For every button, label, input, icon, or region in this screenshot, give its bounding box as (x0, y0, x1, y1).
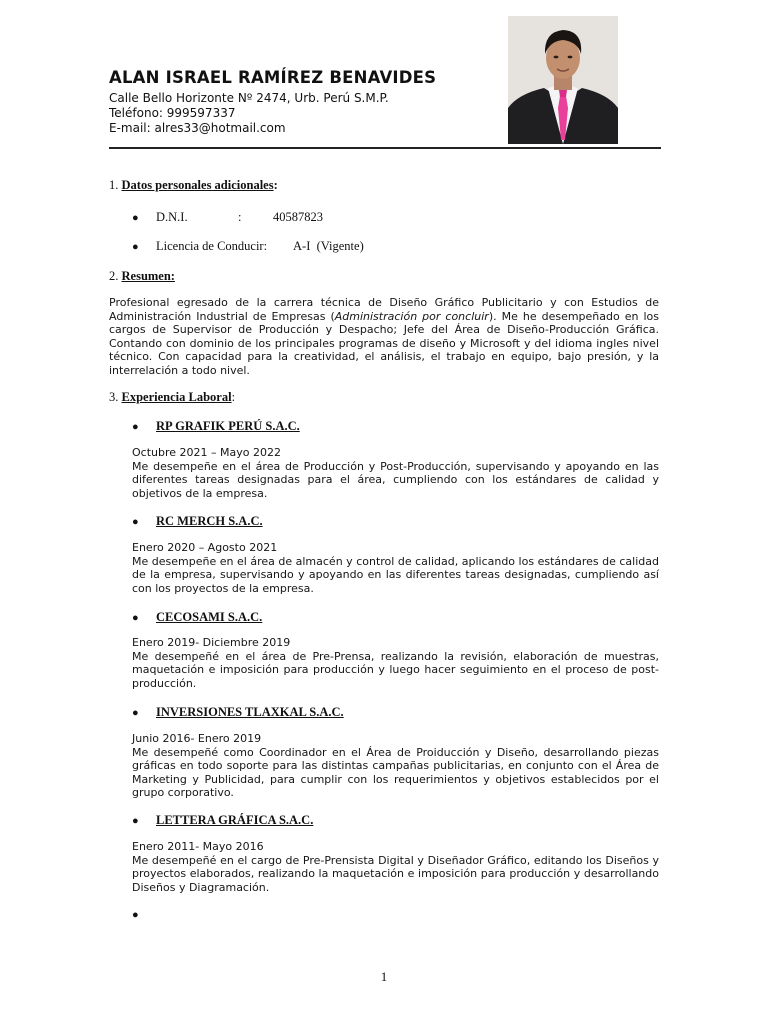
bullet-icon: ● (132, 241, 139, 253)
section-title: Resumen: (121, 269, 175, 283)
dni-row (132, 210, 323, 225)
bullet-icon: ● (132, 707, 139, 719)
job-entry (132, 541, 659, 595)
phone-line: Teléfono: 999597337 (109, 106, 236, 120)
license-value: A-I (Vigente) (293, 239, 364, 253)
company-name: INVERSIONES TLAXKAL S.A.C. (156, 705, 344, 719)
job-company-row (132, 813, 313, 828)
section-number: 3. (109, 390, 119, 404)
section-summary-heading (109, 269, 175, 284)
job-description: Me desempeñe en el área de almacén y control de calidad, aplicando los estándares de calidad de la empresa, supervisando y apoyando en las diferentes tareas designadas, cumpliendo así con los proyectos de la empresa. (132, 554, 659, 595)
section-number: 2. (109, 269, 119, 283)
profile-photo-illustration (508, 16, 618, 144)
company-name: LETTERA GRÁFICA S.A.C. (156, 813, 314, 827)
dni-value: 40587823 (273, 210, 323, 224)
job-description: Me desempeñe en el área de Producción y Post-Producción, supervisando y apoyando en las diferentes tareas designadas para el área, cumpliendo con los estándares de calidad y objetivos de la empresa. (132, 459, 659, 500)
section-personal-heading (109, 178, 278, 193)
section-title-suffix: : (273, 178, 278, 192)
job-period: Enero 2019- Diciembre 2019 (132, 636, 291, 649)
job-period: Enero 2011- Mayo 2016 (132, 840, 264, 853)
company-name: RP GRAFIK PERÚ S.A.C. (156, 419, 300, 433)
section-number: 1. (109, 178, 119, 192)
job-description: Me desempeñé como Coordinador en el Área de Proiducción y Diseño, desarrollando piezas gráficas en todo soporte para las distintas campañas publicitarias, en conjunto con el Área de Marketing y Publicidad, para cumplir con los requerimientos y objetivos establecidos por el grupo corporativo. (132, 745, 659, 799)
summary-text-start: Profesional egresado de la carrera técnica de Diseño Gráfico Publicitario y con Estudios de Administración Industrial de Empresas ( (109, 296, 659, 323)
job-period: Enero 2020 – Agosto 2021 (132, 541, 278, 554)
bullet-icon: ● (132, 421, 139, 433)
section-experience-heading (109, 390, 235, 405)
email-line: E-mail: alres33@hotmail.com (109, 121, 286, 135)
job-description: Me desempeñé en el área de Pre-Prensa, realizando la revisión, elaboración de muestras, maquetación e imposición para producción y luego hacer seguimiento en el proceso de post-producción. (132, 649, 659, 690)
bullet-icon: ● (132, 612, 139, 624)
job-description: Me desempeñé en el cargo de Pre-Prensista Digital y Diseñador Gráfico, editando los Diseños y proyectos elaborados, realizando la maquetación e imposición para producción y desarrollando Diseños y Diagramación. (132, 853, 659, 894)
license-row (132, 239, 364, 254)
job-company-row (132, 419, 300, 434)
section-title-suffix: : (231, 390, 236, 404)
job-entry (132, 732, 659, 800)
job-entry (132, 636, 659, 690)
job-entry (132, 446, 659, 500)
section-title: Datos personales adicionales (121, 178, 274, 192)
license-label: Licencia de Conducir: (156, 239, 268, 253)
job-company-row (132, 514, 263, 529)
section-title: Experiencia Laboral (121, 390, 232, 404)
summary-text-end: ). Me he desempeñado en los cargos de Supervisor de Producción y Despacho; Jefe del Área de Diseño-Producción Gráfica. Contando con dominio de los principales programas de diseño y Microsoft y del idioma ingles nivel técnico. Con capacidad para la creatividad, el análisis, el trabajo en equipo, bajo presión, y la interrelación a todo nivel. (109, 309, 659, 377)
empty-bullet-row (132, 909, 156, 921)
dni-label: D.N.I. (156, 210, 188, 224)
job-company-row (132, 610, 262, 625)
dni-separator: : (238, 210, 242, 224)
page-number: 1 (380, 969, 388, 984)
profile-photo (508, 16, 618, 144)
address-line: Calle Bello Horizonte Nº 2474, Urb. Perú S.M.P. (109, 91, 389, 105)
company-name: CECOSAMI S.A.C. (156, 610, 263, 624)
bullet-icon: ● (132, 212, 139, 224)
company-name: RC MERCH S.A.C. (156, 514, 263, 528)
job-company-row (132, 705, 344, 720)
bullet-icon: ● (132, 516, 139, 528)
summary-paragraph (109, 296, 659, 377)
bullet-icon: ● (132, 815, 139, 827)
job-entry (132, 840, 659, 894)
candidate-name: ALAN ISRAEL RAMÍREZ BENAVIDES (109, 68, 437, 87)
job-period: Octubre 2021 – Mayo 2022 (132, 446, 281, 459)
bullet-icon: ● (132, 909, 139, 921)
header-divider (109, 147, 661, 149)
summary-text-italic: Administración por concluir (334, 309, 489, 323)
job-period: Junio 2016- Enero 2019 (132, 732, 262, 745)
header-block (109, 68, 436, 136)
